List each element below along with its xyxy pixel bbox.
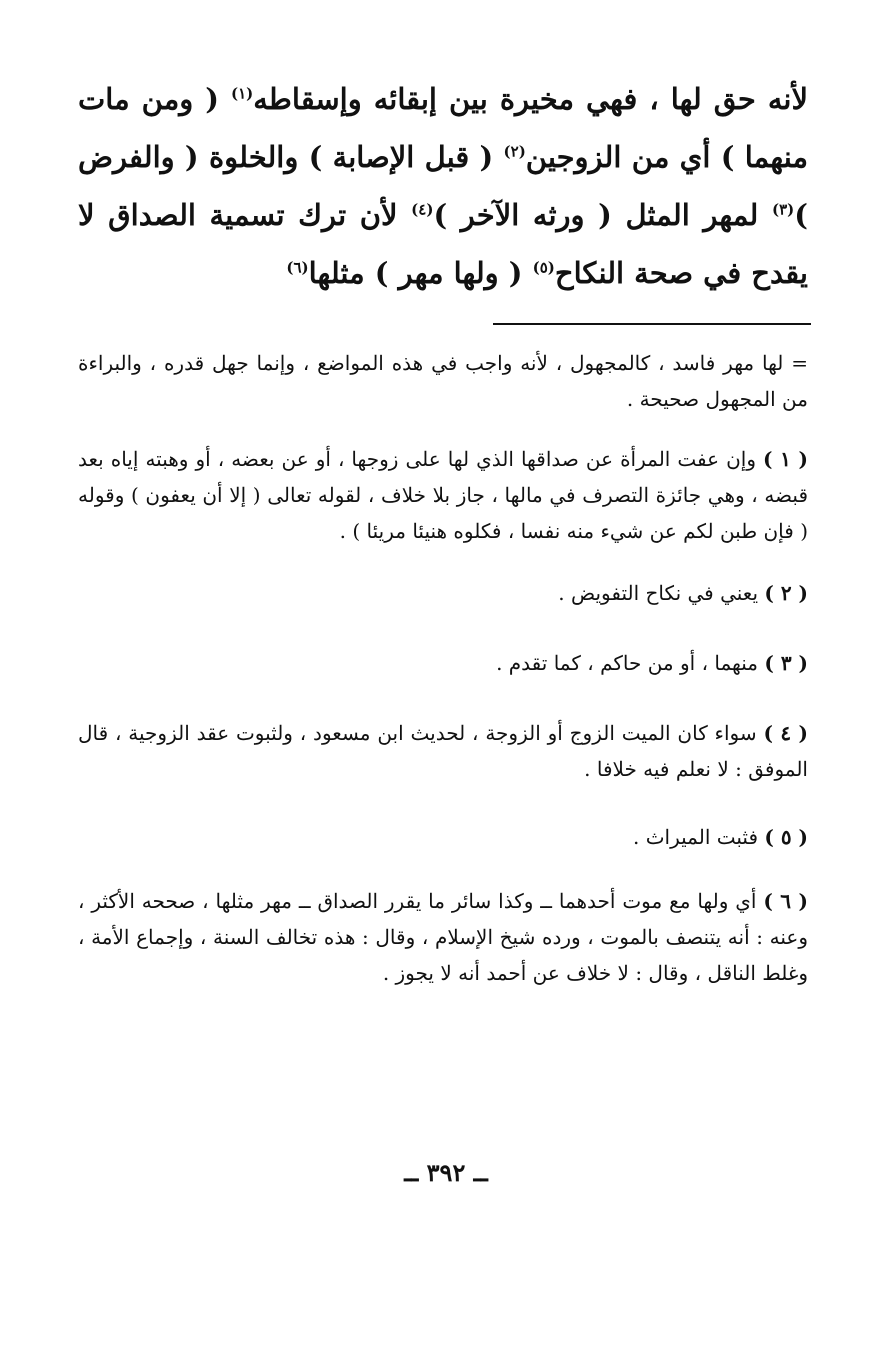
page-number: ــ ٣٩٢ ــ: [404, 1158, 488, 1187]
footnote-text: سواء كان الميت الزوج أو الزوجة ، لحديث ابن مسعود ، ولثبوت عقد الزوجية ، قال الموفق : لا نعلم فيه خلافا .: [78, 721, 808, 781]
footnote-continuation: = لها مهر فاسد ، كالمجهول ، لأنه واجب في هذه المواضع ، وإنما جهل قدره ، والبراءة من المجهول صحيحة .: [78, 351, 808, 411]
footnote-number: ( ٢ ): [764, 581, 808, 605]
footnote-number: ( ١ ): [763, 447, 808, 471]
main-text-segment: لأن ترك تسمية الصداق لا يقدح في صحة النكاح: [78, 198, 808, 290]
footnote-reference[interactable]: (٣): [771, 200, 795, 219]
main-text-segment: لمهر المثل ( ورثه الآخر ): [433, 198, 772, 232]
footnote-6: [78, 883, 808, 991]
footnote-reference[interactable]: (١): [230, 84, 254, 103]
main-text-block: [78, 70, 808, 302]
footnote-text: منهما ، أو من حاكم ، كما تقدم .: [496, 651, 765, 675]
footnote-reference[interactable]: (٤): [411, 200, 434, 219]
footnote-number: ( ٥ ): [764, 825, 808, 849]
footnote-reference[interactable]: (٢): [503, 142, 526, 161]
footnote-reference[interactable]: (٦): [286, 258, 309, 277]
footnote-number: ( ٦ ): [763, 889, 808, 913]
footnote-4: [78, 715, 808, 787]
footnote-text: فثبت الميراث .: [633, 825, 765, 849]
footnote-reference[interactable]: (٥): [532, 258, 555, 277]
footnote-1: [78, 441, 808, 549]
footnote-number: ( ٤ ): [763, 721, 808, 745]
footnote-5: [78, 819, 808, 855]
main-text-segment: ( قبل الإصابة ) والخلوة ( والفرض ): [78, 140, 808, 232]
main-text-segment: ( ومن مات منهما ) أي من الزوجين: [78, 82, 808, 174]
footnote-text: يعني في نكاح التفويض .: [558, 581, 765, 605]
footnote-text: أي ولها مع موت أحدهما ــ وكذا سائر ما يقرر الصداق ــ مهر مثلها ، صححه الأكثر ، وعنه : أنه يتنصف بالموت ، ورده شيخ الإسلام ، وقال : هذه تخالف السنة ، وإجماع الأمة ، وغلط الناقل ، وقال : لا خلاف عن أحمد أنه لا يجوز .: [78, 889, 808, 985]
footnote-text: وإن عفت المرأة عن صداقها الذي لها على زوجها ، أو عن بعضه ، أو وهبته إياه بعد قبضه ، وهي جائزة التصرف في مالها ، جاز بلا خلاف ، لقوله تعالى ( إلا أن يعفون ) وقوله ( فإن طبن لكم عن شيء منه نفسا ، فكلوه هنيئا مريئا ) .: [78, 447, 808, 543]
footnote-separator: [493, 323, 811, 325]
main-text-segment: لأنه حق لها ، فهي مخيرة بين إبقائه وإسقاطه: [253, 82, 808, 116]
footnote-2: [78, 575, 808, 611]
main-text-segment: ( ولها مهر ) مثلها: [308, 256, 533, 290]
footnotes-section: [78, 345, 808, 991]
footnote-number: ( ٣ ): [764, 651, 808, 675]
footnote-3: [78, 645, 808, 681]
